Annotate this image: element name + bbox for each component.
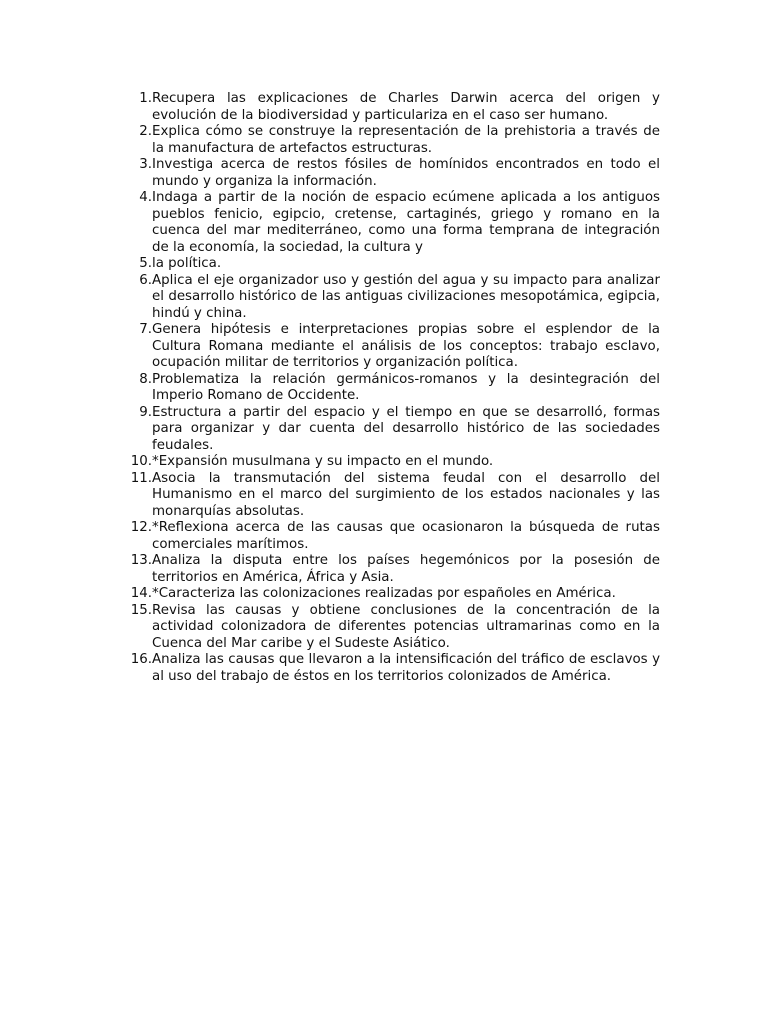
item-text: *Expansión musulmana y su impacto en el mundo. xyxy=(152,454,494,469)
list-item xyxy=(126,372,660,405)
list-item xyxy=(126,124,660,157)
list-item xyxy=(126,520,660,553)
list-item xyxy=(126,256,660,273)
item-number: 10. xyxy=(130,454,152,469)
item-text: Investiga acerca de restos fósiles de homínidos encontrados en todo el mundo y organiza la información. xyxy=(152,157,660,189)
list-item xyxy=(126,652,660,685)
item-number: 13. xyxy=(130,553,152,568)
item-text: Analiza las causas que llevaron a la intensificación del tráfico de esclavos y al uso del trabajo de éstos en los territorios colonizados de América. xyxy=(152,652,660,684)
item-number: 14. xyxy=(130,586,152,601)
item-text: la política. xyxy=(152,256,222,271)
item-text: *Reflexiona acerca de las causas que ocasionaron la búsqueda de rutas comerciales marítimos. xyxy=(152,520,660,552)
item-number: 9. xyxy=(139,404,152,420)
item-number: 1. xyxy=(139,91,152,106)
item-number: 3. xyxy=(139,157,152,172)
item-number: 6. xyxy=(139,272,152,288)
list-item xyxy=(126,553,660,586)
list-item xyxy=(126,603,660,653)
item-number: 4. xyxy=(139,190,152,205)
item-number: 5. xyxy=(139,256,152,271)
item-text: Genera hipótesis e interpretaciones propias sobre el esplendor de la Cultura Romana mediante el análisis de los conceptos: trabajo esclavo, ocupación militar de territorios y organización política. xyxy=(152,322,660,370)
item-text: Asocia la transmutación del sistema feudal con el desarrollo del Humanismo en el marco del surgimiento de los estados nacionales y las monarquías absolutas. xyxy=(152,470,660,519)
item-number: 16. xyxy=(130,652,152,667)
list-item xyxy=(126,471,660,521)
item-text: Problematiza la relación germánicos-romanos y la desintegración del Imperio Romano de Occidente. xyxy=(152,371,660,403)
item-text: Analiza la disputa entre los países hegemónicos por la posesión de territorios en América, África y Asia. xyxy=(152,553,660,585)
item-number: 15. xyxy=(130,602,152,618)
list-item xyxy=(126,586,660,603)
item-text: *Caracteriza las colonizaciones realizadas por españoles en América. xyxy=(152,586,616,601)
item-number: 8. xyxy=(139,371,152,387)
list-item xyxy=(126,190,660,256)
list-item xyxy=(126,273,660,323)
item-number: 12. xyxy=(130,520,152,535)
list-item xyxy=(126,91,660,124)
item-number: 7. xyxy=(139,322,152,337)
item-number: 2. xyxy=(139,124,152,139)
item-text: Indaga a partir de la noción de espacio ecúmene aplicada a los antiguos pueblos fenicio, egipcio, cretense, cartaginés, griego y romano en la cuenca del mar mediterráneo, como una forma temprana de integración de la economía, la sociedad, la cultura y xyxy=(152,190,660,255)
list-item xyxy=(126,454,660,471)
item-text: Estructura a partir del espacio y el tiempo en que se desarrolló, formas para organizar y dar cuenta del desarrollo histórico de las sociedades feudales. xyxy=(152,404,660,453)
list-item xyxy=(126,157,660,190)
objectives-list xyxy=(126,91,660,685)
item-text: Revisa las causas y obtiene conclusiones de la concentración de la actividad colonizadora de diferentes potencias ultramarinas como en la Cuenca del Mar caribe y el Sudeste Asiático. xyxy=(152,602,660,651)
item-text: Explica cómo se construye la representación de la prehistoria a través de la manufactura de artefactos estructuras. xyxy=(152,124,660,156)
item-text: Recupera las explicaciones de Charles Darwin acerca del origen y evolución de la biodiversidad y particulariza en el caso ser humano. xyxy=(152,91,660,123)
item-number: 11. xyxy=(130,470,152,486)
list-item xyxy=(126,322,660,372)
item-text: Aplica el eje organizador uso y gestión del agua y su impacto para analizar el desarrollo histórico de las antiguas civilizaciones mesopotámica, egipcia, hindú y china. xyxy=(152,272,660,321)
list-item xyxy=(126,405,660,455)
